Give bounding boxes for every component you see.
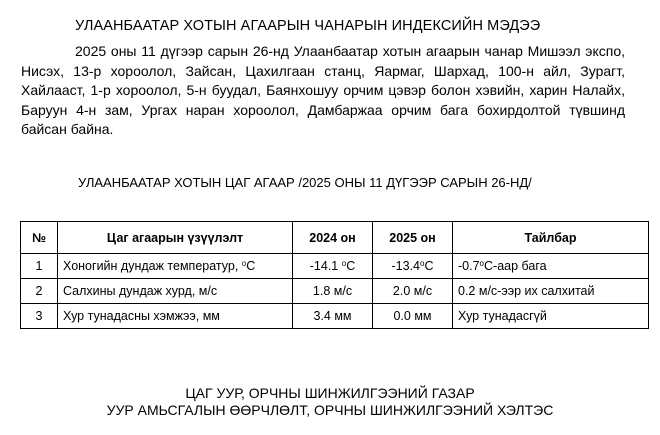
value-text: -13.4 xyxy=(391,259,420,273)
row-value-2024: 1.8 м/с xyxy=(293,279,373,304)
footer-department: УУР АМЬСГАЛЫН ӨӨРЧЛӨЛТ, ОРЧНЫ ШИНЖИЛГЭЭНИЙ ХЭЛТЭС xyxy=(106,402,554,418)
header-2024: 2024 он xyxy=(293,222,373,254)
row-note: Хур тунадасгүй xyxy=(453,304,649,329)
row-indicator: Салхины дундаж хурд, м/с xyxy=(58,279,293,304)
row-indicator: Хур тунадасны хэмжээ, мм xyxy=(58,304,293,329)
weather-subtitle: УЛААНБААТАР ХОТЫН ЦАГ АГААР /2025 ОНЫ 11 ДҮГЭЭР САРЫН 26-НД/ xyxy=(78,175,532,190)
value-text: -14.1 xyxy=(309,259,342,273)
row-indicator xyxy=(58,254,293,279)
footer-organization: ЦАГ УУР, ОРЧНЫ ШИНЖИЛГЭЭНИЙ ГАЗАР xyxy=(185,385,475,401)
degree-mark: o xyxy=(479,259,484,268)
weather-table xyxy=(20,221,649,329)
header-note: Тайлбар xyxy=(453,222,649,254)
note-text: -0.7 xyxy=(458,259,480,273)
row-value-2024 xyxy=(293,254,373,279)
header-no: № xyxy=(21,222,58,254)
air-quality-paragraph: 2025 оны 11 дүгээр сарын 26-нд Улаанбаатар хотын агаарын чанар Мишээл экспо, Нисэх, 13-р хороолол, Зайсан, Цахилгаан станц, Яармаг, Шархад, 100-н айл, Зурагт, Хайлааст, 1-р хороолол, 5-н буудал, Баянхошуу орчим цэвэр болон хэвийн, харин Налайх, Баруун 4-н зам, Ургах наран хороолол, Дамбаржаа орчим бага бохирдолтой түвшинд байсан байна. xyxy=(21,43,625,137)
row-value-2025: 0.0 мм xyxy=(373,304,453,329)
table-row xyxy=(21,279,649,304)
unit-text: C xyxy=(246,259,256,273)
indicator-text: Хоногийн дундаж температур, xyxy=(63,259,242,273)
degree-mark: o xyxy=(420,259,425,268)
row-number: 3 xyxy=(21,304,58,329)
document-title: УЛААНБААТАР ХОТЫН АГААРЫН ЧАНАРЫН ИНДЕКСИЙН МЭДЭЭ xyxy=(75,18,541,34)
unit-text: C xyxy=(346,259,356,273)
row-note xyxy=(453,254,649,279)
header-2025: 2025 он xyxy=(373,222,453,254)
row-value-2025 xyxy=(373,254,453,279)
header-indicator: Цаг агаарын үзүүлэлт xyxy=(58,222,293,254)
row-number: 1 xyxy=(21,254,58,279)
degree-mark: o xyxy=(341,259,347,268)
unit-text: C xyxy=(424,259,434,273)
row-number: 2 xyxy=(21,279,58,304)
row-note: 0.2 м/с-ээр их салхитай xyxy=(453,279,649,304)
row-value-2025: 2.0 м/с xyxy=(373,279,453,304)
degree-mark: o xyxy=(241,259,247,268)
table-row xyxy=(21,254,649,279)
note-suffix: С-аар бага xyxy=(484,259,547,273)
row-value-2024: 3.4 мм xyxy=(293,304,373,329)
table-header-row xyxy=(21,222,649,254)
table-row xyxy=(21,304,649,329)
